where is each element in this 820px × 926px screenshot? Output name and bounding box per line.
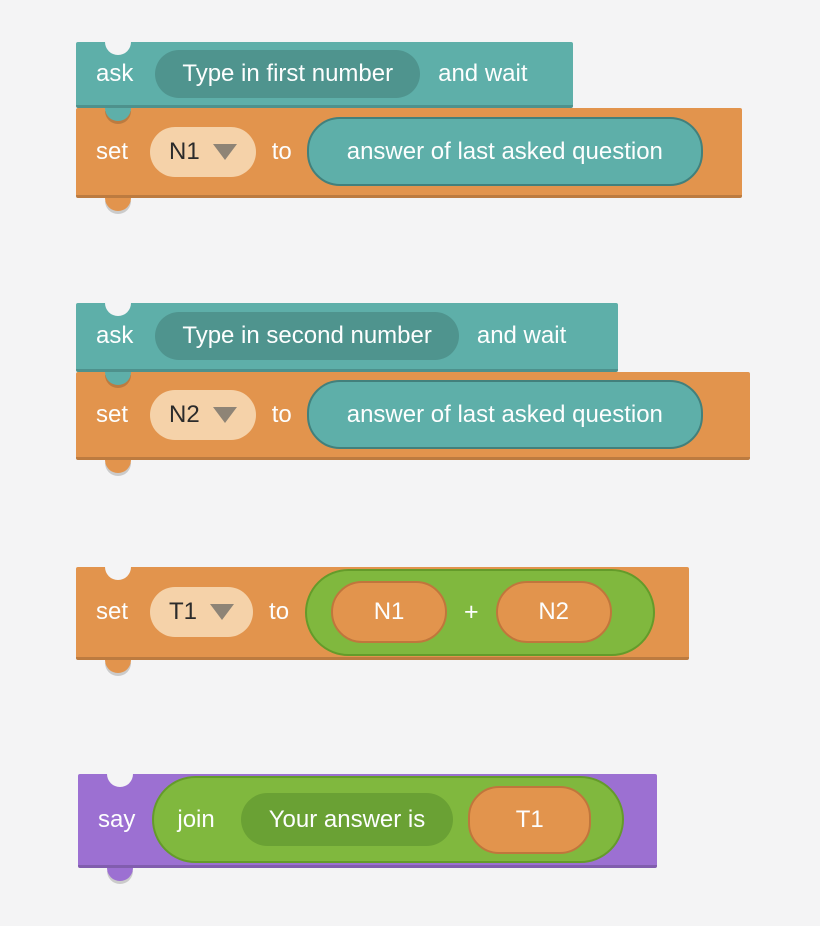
operand-pill-left[interactable]: N1 [331, 581, 447, 643]
and-wait-label: and wait [438, 59, 528, 87]
variable-dropdown[interactable] [150, 127, 256, 177]
variable-dropdown[interactable] [150, 587, 253, 637]
operand-pill-right[interactable]: N2 [496, 581, 612, 643]
join-text-pill[interactable]: Your answer is [241, 793, 454, 846]
prompt-pill[interactable]: Type in second number [155, 312, 458, 360]
set-keyword: set [96, 400, 129, 428]
set-block[interactable] [76, 108, 742, 198]
ask-keyword: ask [96, 59, 134, 87]
script-stack-first-number [76, 42, 742, 198]
and-wait-label: and wait [476, 322, 567, 349]
ask-keyword: ask [96, 322, 134, 349]
to-label: to [271, 137, 292, 165]
variable-name: N2 [169, 400, 200, 428]
ask-block[interactable] [76, 42, 573, 108]
prompt-pill[interactable]: Type in first number [155, 50, 420, 98]
script-stack-sum [76, 567, 689, 660]
join-operator-block[interactable] [152, 776, 624, 863]
notch-cutout [105, 303, 131, 316]
say-keyword: say [98, 805, 136, 833]
variable-dropdown[interactable] [150, 390, 256, 440]
connector-bump [105, 460, 131, 473]
join-keyword: join [177, 805, 215, 833]
to-label: to [269, 598, 290, 625]
answer-value-pill[interactable]: answer of last asked question [307, 380, 703, 449]
notch-cutout [107, 774, 133, 787]
set-block[interactable] [76, 372, 750, 460]
to-label: to [271, 400, 292, 428]
connector-bump [105, 660, 131, 673]
say-block[interactable] [78, 774, 657, 868]
script-stack-say [78, 774, 657, 868]
set-block[interactable] [76, 567, 689, 660]
answer-value-pill[interactable]: answer of last asked question [307, 117, 703, 186]
join-value-pill[interactable]: T1 [468, 786, 591, 854]
set-keyword: set [96, 598, 129, 625]
dropdown-arrow-icon [213, 144, 237, 160]
set-keyword: set [96, 137, 129, 165]
dropdown-arrow-icon [213, 407, 237, 423]
variable-name: T1 [169, 598, 198, 625]
connector-bump [105, 198, 131, 211]
plus-operator-label: + [464, 597, 479, 626]
variable-name: N1 [169, 137, 200, 165]
notch-cutout [105, 42, 131, 55]
connector-bump [107, 868, 133, 881]
addition-operator-block[interactable] [305, 569, 655, 656]
dropdown-arrow-icon [210, 604, 234, 620]
ask-block[interactable] [76, 303, 618, 372]
notch-cutout [105, 567, 131, 580]
script-stack-second-number [76, 303, 750, 460]
